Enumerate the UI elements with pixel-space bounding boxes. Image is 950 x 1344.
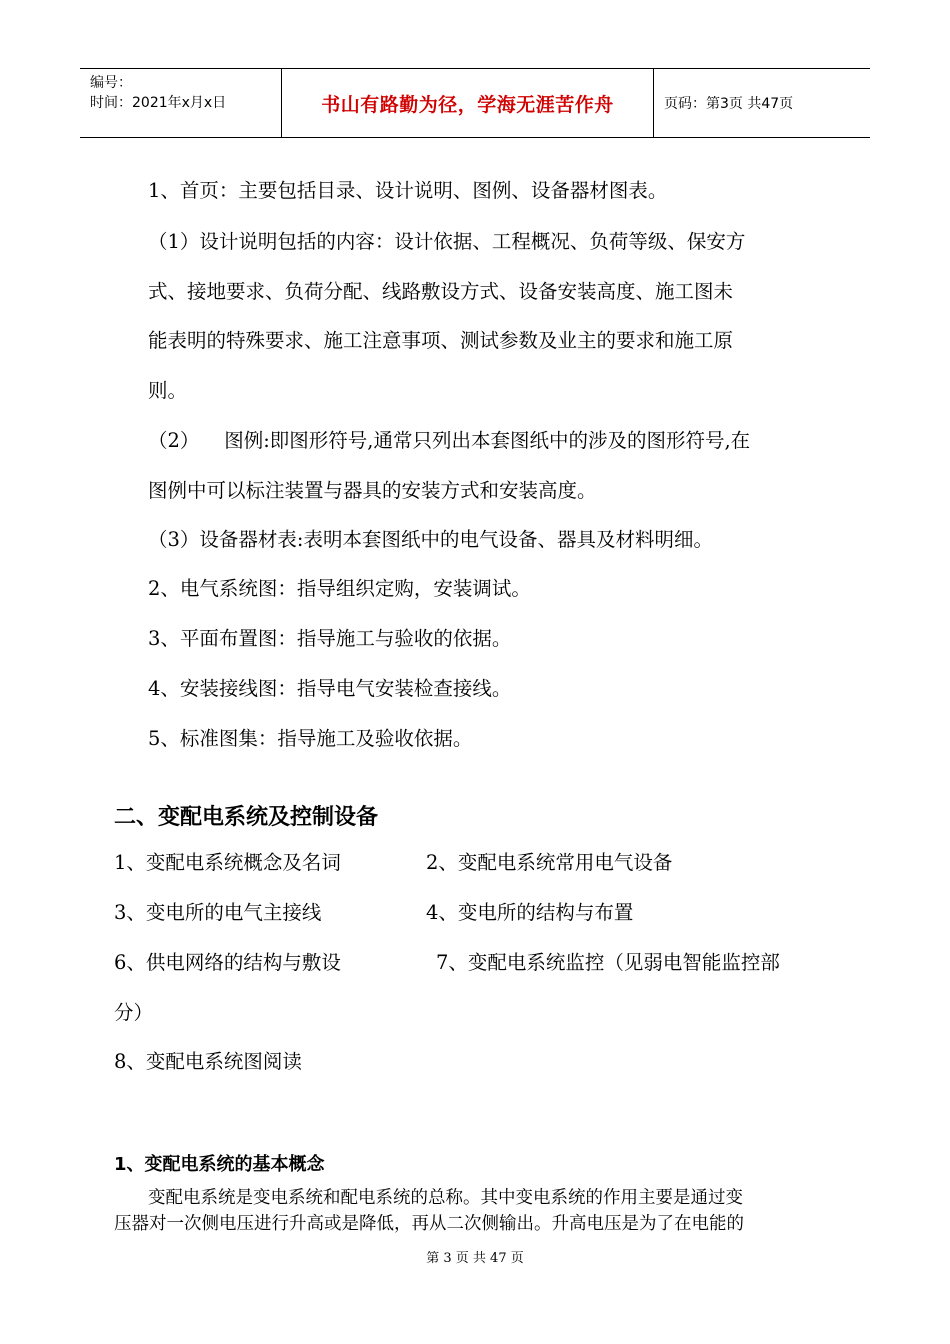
header-page-info: 页码：第3页 共47页 bbox=[664, 96, 794, 112]
header-time: 时间：2021年x月x日 bbox=[90, 95, 227, 111]
section-3-para-line1: 变配电系统是变电系统和配电系统的总称。其中变电系统的作用主要是通过变 bbox=[148, 1188, 743, 1208]
item-1-3: （3）设备器材表:表明本套图纸中的电气设备、器具及材料明细。 bbox=[148, 528, 713, 551]
item-3: 3、平面布置图：指导施工与验收的依据。 bbox=[148, 627, 512, 650]
section-3-heading: 1、变配电系统的基本概念 bbox=[114, 1154, 325, 1175]
header-meta bbox=[80, 69, 282, 137]
list-item: 分） bbox=[114, 1001, 154, 1024]
list-item: 7、变配电系统监控（见弱电智能监控部 bbox=[436, 951, 780, 974]
list-item: 6、供电网络的结构与敷设 bbox=[114, 951, 341, 974]
header-table bbox=[80, 68, 870, 138]
page-footer: 第 3 页 共 47 页 bbox=[426, 1251, 524, 1266]
list-item: 8、变配电系统图阅读 bbox=[114, 1050, 302, 1073]
item-1-1-line4: 则。 bbox=[148, 379, 188, 402]
header-motto: 书山有路勤为径，学海无涯苦作舟 bbox=[282, 69, 654, 137]
item-4: 4、安装接线图：指导电气安装检查接线。 bbox=[148, 677, 512, 700]
item-5: 5、标准图集：指导施工及验收依据。 bbox=[148, 727, 473, 750]
list-item: 1、变配电系统概念及名词 bbox=[114, 851, 341, 874]
item-1-2-line1: （2） 图例:即图形符号,通常只列出本套图纸中的涉及的图形符号,在 bbox=[148, 429, 751, 452]
header-number: 编号： bbox=[90, 75, 132, 91]
item-2: 2、电气系统图：指导组织定购，安装调试。 bbox=[148, 577, 531, 600]
section-2-heading: 二、变配电系统及控制设备 bbox=[114, 805, 379, 830]
item-1-1-line1: （1）设计说明包括的内容：设计依据、工程概况、负荷等级、保安方 bbox=[148, 230, 746, 253]
list-item: 4、变电所的结构与布置 bbox=[426, 901, 634, 924]
item-1-1-line3: 能表明的特殊要求、施工注意事项、测试参数及业主的要求和施工原 bbox=[148, 329, 734, 352]
item-1: 1、首页：主要包括目录、设计说明、图例、设备器材图表。 bbox=[148, 179, 668, 202]
list-item: 2、变配电系统常用电气设备 bbox=[426, 851, 673, 874]
list-item: 3、变电所的电气主接线 bbox=[114, 901, 322, 924]
item-1-1-line2: 式、接地要求、负荷分配、线路敷设方式、设备安装高度、施工图未 bbox=[148, 280, 734, 303]
section-3-para-line2: 压器对一次侧电压进行升高或是降低，再从二次侧输出。升高电压是为了在电能的 bbox=[114, 1214, 744, 1234]
item-1-2-line2: 图例中可以标注装置与器具的安装方式和安装高度。 bbox=[148, 479, 597, 502]
